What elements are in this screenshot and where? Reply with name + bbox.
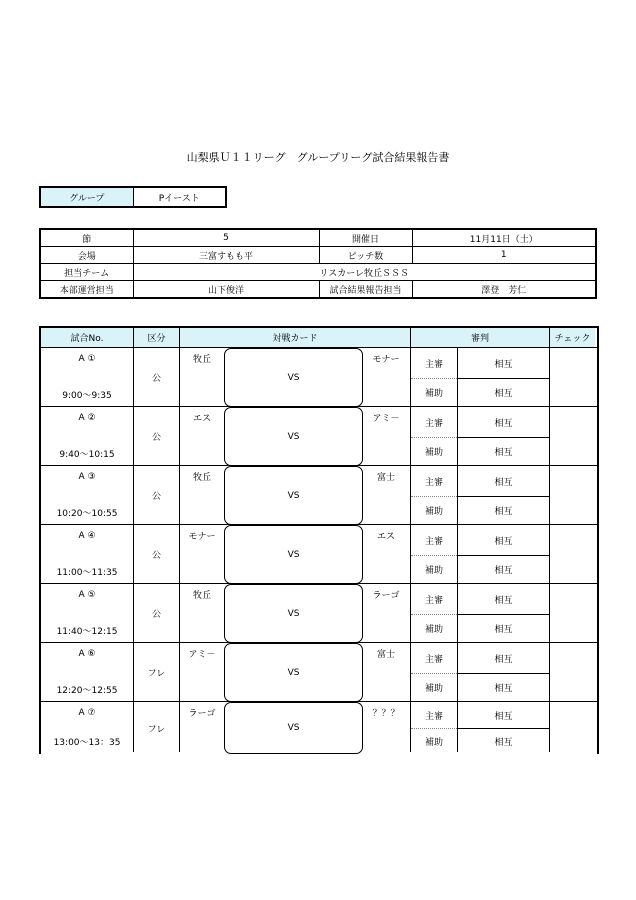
home-team: エス [192, 413, 211, 424]
assist-referee-value: 相互 [494, 448, 513, 458]
match-number: A ⑦ [78, 708, 96, 718]
vs-label: VS [287, 608, 300, 619]
ref-divider [457, 555, 550, 556]
main-referee-value: 相互 [494, 595, 513, 606]
match-type: 公 [151, 433, 161, 443]
match-type: 公 [151, 492, 161, 502]
main-referee-label: 主審 [424, 418, 443, 429]
assist-referee-label: 補助 [424, 566, 443, 576]
pitch-label: ピッチ数 [319, 247, 412, 264]
ref-dotted-divider [411, 496, 457, 497]
page-title: 山梨県Ｕ１１リーグ グループリーグ試合結果報告書 [186, 151, 450, 164]
match-time: 13:00～13：35 [53, 737, 121, 748]
group-label: グループ [40, 187, 133, 207]
main-referee-value: 相互 [494, 711, 513, 722]
match-type: フレ [147, 724, 166, 735]
match-schedule-table [39, 326, 597, 752]
ref-divider [457, 673, 550, 674]
assist-referee-label: 補助 [424, 737, 443, 748]
match-time: 9:00～9:35 [62, 390, 112, 401]
main-referee-value: 相互 [494, 477, 513, 488]
match-time: 10:20～10:55 [56, 508, 118, 519]
group-value: Pイースト [133, 187, 226, 207]
team-value: リスカーレ牧丘ＳＳＳ [133, 264, 596, 281]
main-referee-value: 相互 [494, 359, 513, 370]
check-cell[interactable] [550, 407, 595, 466]
match-number: A ④ [78, 531, 96, 541]
reporter-label: 試合結果報告担当 [319, 281, 412, 299]
header-referee: 審判 [411, 328, 549, 347]
reporter-value: 澤登 芳仁 [412, 281, 596, 299]
score-box[interactable] [224, 525, 363, 584]
vs-label: VS [287, 549, 300, 560]
check-cell[interactable] [550, 348, 595, 407]
main-referee-label: 主審 [424, 595, 443, 606]
ref-divider [457, 728, 550, 729]
assist-referee-value: 相互 [494, 737, 513, 748]
main-referee-value: 相互 [494, 536, 513, 547]
away-team: ラーゴ [372, 590, 400, 601]
assist-referee-label: 補助 [424, 625, 443, 635]
header-type: 区分 [134, 328, 179, 347]
venue-label: 会場 [40, 247, 133, 264]
date-label: 開催日 [319, 229, 412, 247]
staff-value: 山下俊洋 [133, 281, 319, 299]
pitch-value: 1 [412, 247, 596, 264]
main-referee-label: 主審 [424, 359, 443, 370]
ref-dotted-divider [411, 728, 457, 729]
match-type: 公 [151, 551, 161, 561]
match-number: A ⑥ [78, 649, 96, 659]
match-time: 9:40～10:15 [59, 449, 115, 460]
match-type: 公 [151, 610, 161, 620]
staff-label: 本部運営担当 [40, 281, 133, 299]
match-number: A ⑤ [78, 590, 96, 600]
assist-referee-label: 補助 [424, 448, 443, 458]
assist-referee-label: 補助 [424, 684, 443, 694]
score-box[interactable] [224, 584, 363, 643]
match-number: A ③ [78, 472, 96, 482]
vs-label: VS [287, 667, 300, 678]
away-team: ？？？ [372, 708, 400, 719]
score-box[interactable] [224, 407, 363, 466]
match-type: フレ [147, 669, 166, 679]
score-box[interactable] [224, 643, 363, 702]
team-label: 担当チーム [40, 264, 133, 281]
venue-value: 三富すもも平 [133, 247, 319, 264]
main-referee-value: 相互 [494, 418, 513, 429]
assist-referee-value: 相互 [494, 389, 513, 399]
home-team: 牧丘 [192, 354, 211, 365]
match-number: A ① [78, 354, 96, 364]
away-team: 富士 [376, 649, 395, 660]
ref-divider [457, 614, 550, 615]
assist-referee-value: 相互 [494, 507, 513, 517]
info-table [39, 228, 597, 299]
check-cell[interactable] [550, 643, 595, 702]
ref-divider [457, 496, 550, 497]
main-referee-value: 相互 [494, 654, 513, 665]
vs-label: VS [287, 372, 300, 383]
main-referee-label: 主審 [424, 477, 443, 488]
score-box[interactable] [224, 702, 363, 754]
vs-label: VS [287, 431, 300, 442]
match-type: 公 [151, 374, 161, 384]
assist-referee-value: 相互 [494, 625, 513, 635]
main-referee-label: 主審 [424, 654, 443, 665]
check-cell[interactable] [550, 525, 595, 584]
assist-referee-value: 相互 [494, 566, 513, 576]
vs-label: VS [287, 723, 300, 733]
match-time: 12:20～12:55 [56, 685, 118, 696]
assist-referee-label: 補助 [424, 389, 443, 399]
score-box[interactable] [224, 466, 363, 525]
ref-dotted-divider [411, 555, 457, 556]
check-cell[interactable] [550, 584, 595, 643]
assist-referee-label: 補助 [424, 507, 443, 517]
home-team: 牧丘 [192, 472, 211, 483]
date-value: 11月11日（土） [412, 229, 596, 247]
ref-dotted-divider [411, 614, 457, 615]
match-time: 11:40～12:15 [56, 626, 118, 637]
header-check: チェック [550, 328, 595, 347]
home-team: アミ－ [188, 649, 216, 660]
main-referee-label: 主審 [424, 711, 443, 722]
away-team: モナー [372, 354, 400, 365]
away-team: エス [376, 531, 395, 542]
home-team: モナー [188, 531, 216, 542]
ref-dotted-divider [411, 437, 457, 438]
ref-dotted-divider [411, 378, 457, 379]
vs-label: VS [287, 490, 300, 501]
match-number: A ② [78, 413, 96, 423]
header-match-no: 試合No. [41, 328, 133, 347]
match-time: 11:00～11:35 [56, 567, 118, 578]
check-cell[interactable] [550, 702, 595, 754]
setsu-value: 5 [133, 229, 319, 247]
main-referee-label: 主審 [424, 536, 443, 547]
away-team: 富士 [376, 472, 395, 483]
away-team: アミ－ [372, 413, 400, 424]
header-card: 対戦カード [180, 328, 410, 347]
home-team: 牧丘 [192, 590, 211, 601]
ref-divider [457, 378, 550, 379]
ref-dotted-divider [411, 673, 457, 674]
group-table [39, 186, 227, 208]
check-cell[interactable] [550, 466, 595, 525]
ref-divider [457, 437, 550, 438]
home-team: ラーゴ [188, 708, 216, 719]
setsu-label: 節 [40, 229, 133, 247]
score-box[interactable] [224, 348, 363, 407]
assist-referee-value: 相互 [494, 684, 513, 694]
